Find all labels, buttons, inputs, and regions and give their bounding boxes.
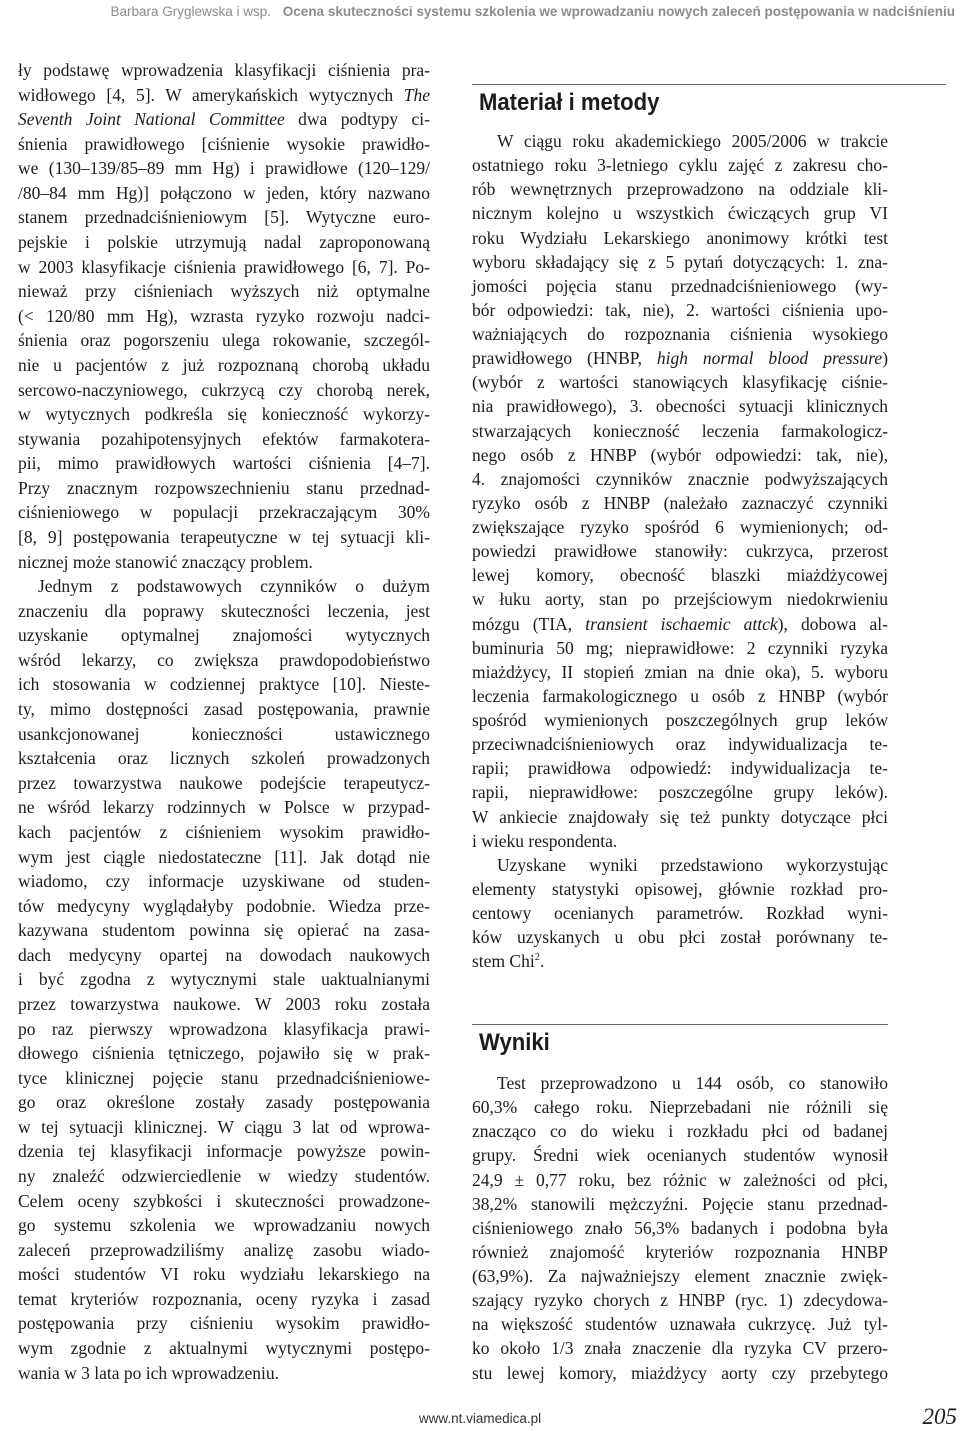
text-run: zaleceń przeprowadziliśmy analizę zasobu wiado- <box>18 1239 430 1260</box>
text-run: wiadomo, czy informacje uzyskiwane od studen- <box>18 871 430 892</box>
text-line <box>472 1095 888 1119</box>
text-run: leczenia farmakologicznego u osób z HNBP (wybór <box>472 685 888 706</box>
text-run: 60,3% całego roku. Nieprzebadani nie różnili się <box>472 1097 888 1118</box>
text-run: elementy statystyki opisowej, głównie rozkład pro- <box>472 878 888 899</box>
text-line <box>472 853 888 877</box>
text-line <box>18 1090 430 1115</box>
text-run: znaczeniu dla poprawy skuteczności leczenia, jest <box>18 600 430 621</box>
text-run: prawidłowego (HNBP, <box>472 348 657 369</box>
left-column-body <box>18 58 430 1385</box>
text-line <box>18 918 430 943</box>
text-line <box>472 636 888 660</box>
text-line <box>18 967 430 992</box>
text-line <box>18 1262 430 1287</box>
text-run: w wytycznych podkreśla się konieczność wykorzy- <box>18 404 430 425</box>
text-run: ostatniego roku 3-letniego cyklu zajęć z zakresu cho- <box>472 155 888 176</box>
text-line <box>18 869 430 894</box>
text-line <box>18 697 430 722</box>
text-line <box>472 394 888 418</box>
text-line <box>472 1336 888 1360</box>
text-run: 4. znajomości czynników znacznie podwyższających <box>472 468 888 489</box>
text-line <box>472 419 888 443</box>
text-line <box>18 771 430 796</box>
text-line <box>18 1139 430 1164</box>
text-line <box>18 672 430 697</box>
text-run: i wieku respondenta. <box>472 830 618 851</box>
text-line <box>18 894 430 919</box>
text-line <box>18 943 430 968</box>
text-line <box>18 1311 430 1336</box>
text-line <box>18 795 430 820</box>
section-heading-results: Wyniki <box>479 1029 550 1056</box>
text-line <box>18 476 430 501</box>
text-run: temat kryteriów rozpoznania, oceny ryzyka i zasad <box>18 1288 430 1309</box>
text-run: stu lewej komory, miażdżycy aorty czy przebytego <box>472 1362 888 1383</box>
italic-text-run: The <box>403 84 430 105</box>
text-run: go oraz określone zostały zasady postępowania <box>18 1092 430 1113</box>
text-run: lewej komory, obecność blaszki miażdżycowej <box>472 565 888 586</box>
text-line <box>472 467 888 491</box>
text-line <box>18 255 430 280</box>
text-line <box>472 684 888 708</box>
text-line <box>472 1288 888 1312</box>
text-run: roku Wydziału Lekarskiego anonimowy krótki test <box>472 227 888 248</box>
text-line <box>472 153 888 177</box>
text-run: buminuria 50 mg; nieprawidłowe: 2 czynniki ryzyka <box>472 637 888 658</box>
text-line <box>472 660 888 684</box>
text-line <box>472 1143 888 1167</box>
text-line <box>18 353 430 378</box>
text-run: go systemu szkolenia we wprowadzaniu nowych <box>18 1215 430 1236</box>
section-rule-results <box>472 1024 888 1025</box>
text-run: ków uzyskanych u obu płci został porównany te- <box>472 927 888 948</box>
text-line <box>472 346 888 370</box>
section-heading-methods: Materiał i metody <box>479 89 660 116</box>
text-run: po raz pierwszy wprowadzona klasyfikacja prawi- <box>18 1018 430 1039</box>
text-run: sercowo-naczyniowego, cukrzycą czy chorobą nerek, <box>18 379 430 400</box>
text-line <box>18 623 430 648</box>
text-run: kazywana studentom powinna się opierać na zasa- <box>18 920 430 941</box>
text-line <box>472 298 888 322</box>
text-line <box>472 1071 888 1095</box>
text-run: ciśnieniowego znało 56,3% badanych i podobna była <box>472 1217 888 1238</box>
text-line <box>472 829 888 853</box>
running-header-title: Ocena skuteczności systemu szkolenia we wprowadzaniu nowych zaleceń postępowania w nadciśnieniu <box>282 4 955 19</box>
text-line <box>18 304 430 329</box>
text-run: ważniających do rozpoznania ciśnienia wysokiego <box>472 324 888 344</box>
text-run: przeciwnadciśnieniowych oraz indywidualizacja te- <box>472 734 888 755</box>
text-run: dzenia tej klasyfikacji informacje powyższe powin- <box>18 1141 430 1162</box>
italic-text-run: transient ischaemic attck <box>585 613 778 634</box>
text-run: w tej sytuacji klinicznej. W ciągu 3 lat od wprowa- <box>18 1116 430 1137</box>
text-line <box>472 1264 888 1288</box>
results-body <box>472 1071 888 1385</box>
text-run: stanem przednadciśnieniowym [5]. Wytyczne euro- <box>18 207 430 228</box>
text-line <box>18 1066 430 1091</box>
text-line <box>18 83 430 108</box>
text-line <box>472 612 888 636</box>
text-run: 24,9 ± 0,77 roku, bez różnic w zależności od płci, <box>472 1169 888 1190</box>
text-line <box>472 201 888 225</box>
text-run: ryzyko osób z HNBP (należało zaznaczyć czynniki <box>472 492 888 513</box>
text-run: Przy znacznym rozpowszechnieniu stanu przednad- <box>18 477 430 498</box>
text-run: wśród lekarzy, co zwiększa prawdopodobieństwo <box>18 649 430 670</box>
text-run: przez towarzystwa naukowe podejście terapeutycz- <box>18 772 430 793</box>
text-line <box>18 156 430 181</box>
text-line <box>472 563 888 587</box>
superscript: 2 <box>534 952 540 964</box>
text-run: na większość studentów uznawała cukrzycę. Już tyl- <box>472 1314 888 1335</box>
text-line <box>18 328 430 353</box>
text-run: rapii; prawidłowa odpowiedź: indywidualizacja te- <box>472 758 888 779</box>
text-run: wyboru składający się z 5 pytań dotyczących: 1. zna- <box>472 251 888 272</box>
text-run: usankcjonowanej konieczności ustawicznego <box>18 723 430 744</box>
text-run: postępowania przy ciśnieniu wysokim prawidło- <box>18 1313 430 1334</box>
text-run: dwa podtypy ci- <box>284 109 430 130</box>
text-line <box>472 1216 888 1240</box>
text-run: powiedzi prawidłowe stanowiły: cukrzyca, przerost <box>472 541 888 562</box>
text-line <box>18 58 430 83</box>
text-line <box>472 274 888 298</box>
text-run: rób wewnętrznych przeprowadzono na oddziale kli- <box>472 179 888 200</box>
text-run: ) <box>882 348 889 369</box>
text-line <box>18 992 430 1017</box>
section-rule-methods <box>472 84 946 85</box>
text-line <box>472 226 888 250</box>
text-run: Test przeprowadzono u 144 osób, co stanowiło <box>497 1073 888 1093</box>
text-line <box>18 107 430 132</box>
text-run: stem Chi <box>472 951 535 972</box>
methods-body <box>472 129 888 973</box>
text-line <box>18 648 430 673</box>
text-line <box>18 1287 430 1312</box>
text-run: (63,9%). Za najważniejszy element znacznie zwięk- <box>472 1266 888 1286</box>
text-line <box>472 177 888 201</box>
text-line <box>18 1238 430 1263</box>
text-run: ciśnieniowego w populacji przekraczającym 30% <box>18 502 430 523</box>
text-line <box>472 539 888 563</box>
text-run: Jednym z podstawowych czynników o dużym <box>38 576 430 597</box>
text-run: /80–84 mm Hg)] połączono w jeden, który nazwano <box>18 182 430 203</box>
text-line <box>18 550 430 575</box>
text-line <box>18 402 430 427</box>
text-run: i być zgodna z wytycznymi stale uaktualnianymi <box>18 969 430 990</box>
text-run: pii, mimo prawidłowych wartości ciśnienia [4–7]. <box>18 453 430 474</box>
text-run: centowy ocenianych parametrów. Rozkład wyni- <box>472 903 888 923</box>
text-line <box>18 279 430 304</box>
text-line <box>18 427 430 452</box>
text-run: ty, mimo dostępności zasad postępowania, prawnie <box>18 699 430 720</box>
text-run: tyce klinicznej pojęcie stanu przednadciśnieniowe- <box>18 1067 430 1088</box>
text-run: bór odpowiedzi: tak, nie), 2. wartości ciśnienia upo- <box>472 299 888 320</box>
text-run: ko około 1/3 znała znaczenie dla ryzyka CV przero- <box>472 1338 888 1359</box>
text-run: nia prawidłowego), 3. obecności sytuacji klinicznych <box>472 396 888 417</box>
text-line <box>472 780 888 804</box>
text-line <box>18 230 430 255</box>
text-run: znacząco co do wieku i rozkładu płci od badanej <box>472 1121 888 1142</box>
text-run: ły podstawę wprowadzenia klasyfikacji ciśnienia pra- <box>18 60 430 80</box>
text-run: grupy. Średni wiek ocenianych studentów wynosił <box>472 1145 888 1166</box>
text-line <box>18 845 430 870</box>
text-line <box>18 378 430 403</box>
text-run: . <box>539 951 545 972</box>
text-run: stywania pozahipotensyjnych efektów farmakotera- <box>18 428 430 449</box>
text-line <box>472 708 888 732</box>
text-run: rapii, nieprawidłowe: poszczególne grupy leków). <box>472 782 888 803</box>
text-line <box>472 901 888 925</box>
text-run: we (130–139/85–89 mm Hg) i prawidłowe (120–129/ <box>18 158 430 179</box>
text-line <box>472 515 888 539</box>
text-line <box>18 525 430 550</box>
text-line <box>18 1361 430 1386</box>
text-run: w łuku aorty, stan po przejściowym niedokrwieniu <box>472 589 888 610</box>
text-run: kształcenia oraz licznych szkoleń prowadzonych <box>18 748 430 769</box>
text-run: ny znaleźć odzwierciedlenie w wiedzy studentów. <box>18 1166 430 1187</box>
running-header <box>110 3 955 21</box>
text-run: W ciągu roku akademickiego 2005/2006 w trakcie <box>497 131 888 151</box>
text-run: wania w 3 lata po ich wprowadzeniu. <box>18 1362 279 1383</box>
text-line <box>472 1192 888 1216</box>
text-line <box>18 599 430 624</box>
text-run: jomości pojęcia stanu przednadciśnieniowego (wy- <box>472 275 888 296</box>
text-line <box>472 756 888 780</box>
text-run: tów medycyny wyglądałyby podobnie. Wiedza prze- <box>18 895 430 916</box>
text-run: ich stosowania w codziennej praktyce [10]. Nieste- <box>18 674 430 695</box>
text-run: dłowego ciśnienia tętniczego, pojawiło się w prak- <box>18 1043 430 1064</box>
text-line <box>472 491 888 515</box>
italic-text-run: Seventh Joint National Committee <box>18 109 285 130</box>
text-run: uzyskanie optymalnej znajomości wytycznych <box>18 625 430 646</box>
text-line <box>472 949 888 973</box>
text-run: nego osób z HNBP (wybór odpowiedzi: tak, nie), <box>472 444 888 465</box>
text-run: widłowego [4, 5]. W amerykańskich wytycznych <box>18 84 404 105</box>
text-run: szający ryzyko chorych z HNBP (ryc. 1) zdecydowa- <box>472 1290 888 1311</box>
text-run: śnienia oraz pogorszeniu ulega rokowanie, szczegól- <box>18 330 430 351</box>
text-run: wym zgodnie z aktualnymi wytycznymi postępo- <box>18 1338 430 1359</box>
text-line <box>18 1189 430 1214</box>
text-line <box>18 181 430 206</box>
text-line <box>18 1336 430 1361</box>
text-line <box>472 925 888 949</box>
text-line <box>472 805 888 829</box>
text-run: stwarzających konieczność leczenia farmakologicz- <box>472 420 888 441</box>
text-run: dach medycyny opartej na dowodach naukowych <box>18 944 430 965</box>
text-run: Celem oceny szybkości i skuteczności prowadzone- <box>18 1190 430 1211</box>
text-line <box>18 820 430 845</box>
text-line <box>472 322 888 346</box>
text-run: wym jest ciągle niedostateczne [11]. Jak dotąd nie <box>18 846 430 867</box>
text-line <box>18 1164 430 1189</box>
text-run: nicznym kolejno u wszystkich ćwiczących grup VI <box>472 203 888 224</box>
text-line <box>18 722 430 747</box>
text-run: przez towarzystwa naukowe. W 2003 roku została <box>18 993 430 1014</box>
text-line <box>472 1168 888 1192</box>
text-line <box>472 250 888 274</box>
text-line <box>18 1017 430 1042</box>
text-line <box>472 587 888 611</box>
text-run: (< 120/80 mm Hg), wzrasta ryzyko rozwoju nadci- <box>18 305 430 326</box>
journal-url: www.nt.viamedica.pl <box>418 1411 542 1426</box>
text-line <box>18 205 430 230</box>
italic-text-run: high normal blood pressure <box>656 348 883 369</box>
text-run: nie u pacjentów z już rozpoznaną chorobą układu <box>18 354 430 375</box>
text-line <box>18 500 430 525</box>
text-line <box>18 574 430 599</box>
running-header-authors: Barbara Gryglewska i wsp. <box>110 4 272 19</box>
text-run: śnienia prawidłowego [ciśnienie wysokie prawidło- <box>18 133 430 154</box>
text-line <box>472 370 888 394</box>
text-line <box>472 732 888 756</box>
text-line <box>472 1361 888 1385</box>
text-run: ne wśród lekarzy rodzinnych w Polsce w przypad- <box>18 797 430 818</box>
text-line <box>18 1115 430 1140</box>
text-run: [8, 9] postępowania terapeutyczne w tej sytuacji kli- <box>18 526 430 547</box>
text-run: ), dobowa al- <box>777 613 888 634</box>
text-line <box>18 1213 430 1238</box>
text-line <box>18 451 430 476</box>
text-run: W ankiecie znajdowały się też punkty dotyczące płci <box>472 806 888 827</box>
text-run: 38,2% stanowili mężczyźni. Pojęcie stanu przednad- <box>472 1193 888 1214</box>
text-line <box>18 1041 430 1066</box>
text-run: w 2003 klasyfikacje ciśnienia prawidłowego [6, 7]. Po- <box>18 256 430 277</box>
text-line <box>472 1240 888 1264</box>
text-line <box>18 132 430 157</box>
text-run: zwiększające ryzyko spośród 6 wymienionych; od- <box>472 517 888 537</box>
text-line <box>472 1119 888 1143</box>
text-run: (wybór z wartości stanowiących klasyfikację ciśnie- <box>472 372 888 393</box>
text-run: kach pacjentów z ciśnieniem wysokim prawidło- <box>18 821 430 842</box>
text-line <box>472 443 888 467</box>
text-run: miażdżycy, II stopień zmian na dnie oka), 5. wyboru <box>472 661 888 682</box>
text-run: pejskie i polskie utrzymują nadal zaproponowaną <box>18 232 430 253</box>
text-run: również znajomość kryteriów rozpoznania HNBP <box>472 1241 888 1262</box>
text-line <box>18 746 430 771</box>
page-number: 205 <box>922 1404 957 1429</box>
text-run: nieważ przy ciśnieniach wyższych niż optymalne <box>18 281 430 302</box>
text-run: Uzyskane wyniki przedstawiono wykorzystując <box>497 854 888 875</box>
text-line <box>472 1312 888 1336</box>
text-line <box>472 129 888 153</box>
text-run: nicznej może stanowić znaczący problem. <box>18 551 313 572</box>
text-run: mózgu (TIA, <box>472 613 586 634</box>
text-run: spośród wymienionych poszczególnych grup leków <box>472 710 888 730</box>
text-line <box>472 877 888 901</box>
text-run: mości studentów VI roku wydziału lekarskiego na <box>18 1264 430 1285</box>
